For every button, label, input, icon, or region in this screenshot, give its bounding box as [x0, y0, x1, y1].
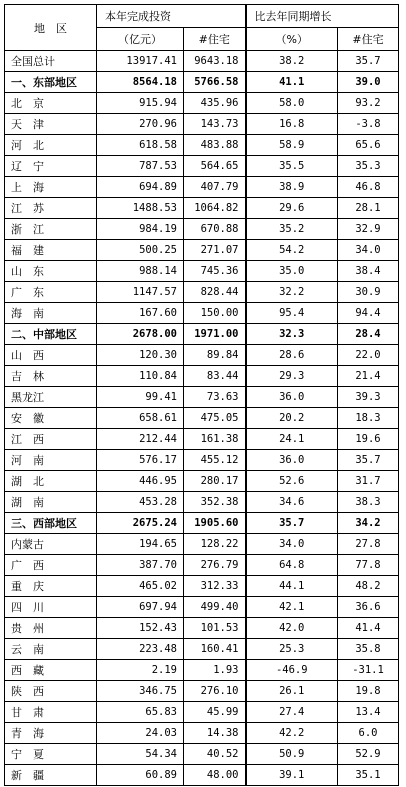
investment-total-cell: 120.30: [97, 345, 184, 366]
table-row: [5, 492, 399, 513]
growth-total-cell: 36.0: [246, 387, 338, 408]
investment-residential-cell: 276.79: [184, 555, 246, 576]
growth-total-cell: 38.9: [246, 177, 338, 198]
region-name-cell: 天 津: [5, 114, 97, 135]
growth-residential-cell: 22.0: [338, 345, 399, 366]
investment-residential-cell: 161.38: [184, 429, 246, 450]
growth-residential-cell: 65.6: [338, 135, 399, 156]
region-name-cell: 西 藏: [5, 660, 97, 681]
growth-residential-cell: 18.3: [338, 408, 399, 429]
table-row: [5, 366, 399, 387]
investment-total-cell: 99.41: [97, 387, 184, 408]
growth-residential-cell: 52.9: [338, 744, 399, 765]
investment-residential-cell: 475.05: [184, 408, 246, 429]
investment-total-cell: 500.25: [97, 240, 184, 261]
investment-total-cell: 346.75: [97, 681, 184, 702]
region-name-cell: 云 南: [5, 639, 97, 660]
investment-total-cell: 453.28: [97, 492, 184, 513]
growth-residential-cell: 34.0: [338, 240, 399, 261]
growth-residential-cell: 30.9: [338, 282, 399, 303]
growth-total-cell: 29.6: [246, 198, 338, 219]
growth-total-cell: 26.1: [246, 681, 338, 702]
residential-header: #住宅: [184, 28, 246, 51]
investment-total-cell: 576.17: [97, 450, 184, 471]
investment-residential-cell: 745.36: [184, 261, 246, 282]
table-row: [5, 324, 399, 345]
investment-residential-cell: 1905.60: [184, 513, 246, 534]
growth-total-cell: 29.3: [246, 366, 338, 387]
growth-total-cell: 35.2: [246, 219, 338, 240]
growth-total-cell: 95.4: [246, 303, 338, 324]
investment-residential-cell: 828.44: [184, 282, 246, 303]
table-row: [5, 723, 399, 744]
table-row: [5, 282, 399, 303]
table-row: [5, 429, 399, 450]
investment-total-cell: 194.65: [97, 534, 184, 555]
table-row: [5, 387, 399, 408]
investment-residential-cell: 89.84: [184, 345, 246, 366]
unit-yuan-header: （亿元）: [97, 28, 184, 51]
investment-total-cell: 54.34: [97, 744, 184, 765]
investment-total-cell: 24.03: [97, 723, 184, 744]
growth-total-cell: 34.6: [246, 492, 338, 513]
region-name-cell: 海 南: [5, 303, 97, 324]
investment-total-cell: 65.83: [97, 702, 184, 723]
growth-total-cell: 25.3: [246, 639, 338, 660]
table-row: [5, 72, 399, 93]
investment-residential-cell: 670.88: [184, 219, 246, 240]
table-row: [5, 765, 399, 786]
investment-residential-cell: 1971.00: [184, 324, 246, 345]
table-row: [5, 660, 399, 681]
region-name-cell: 陕 西: [5, 681, 97, 702]
investment-total-cell: 110.84: [97, 366, 184, 387]
investment-residential-cell: 143.73: [184, 114, 246, 135]
table-row: [5, 555, 399, 576]
region-name-cell: 上 海: [5, 177, 97, 198]
region-header: 地 区: [5, 5, 97, 51]
growth-residential-cell: 28.4: [338, 324, 399, 345]
investment-residential-cell: 160.41: [184, 639, 246, 660]
table-row: [5, 471, 399, 492]
growth-residential-cell: 94.4: [338, 303, 399, 324]
investment-total-cell: 787.53: [97, 156, 184, 177]
growth-total-cell: -46.9: [246, 660, 338, 681]
region-name-cell: 河 南: [5, 450, 97, 471]
region-name-cell: 辽 宁: [5, 156, 97, 177]
region-name-cell: 新 疆: [5, 765, 97, 786]
investment-total-cell: 984.19: [97, 219, 184, 240]
investment-residential-cell: 5766.58: [184, 72, 246, 93]
region-name-cell: 一、东部地区: [5, 72, 97, 93]
investment-total-cell: 2675.24: [97, 513, 184, 534]
growth-total-cell: 28.6: [246, 345, 338, 366]
growth-total-cell: 35.7: [246, 513, 338, 534]
table-row: [5, 114, 399, 135]
growth-total-cell: 44.1: [246, 576, 338, 597]
investment-residential-cell: 352.38: [184, 492, 246, 513]
table-row: [5, 681, 399, 702]
table-row: [5, 177, 399, 198]
growth-group-header: 比去年同期增长: [246, 5, 399, 28]
growth-residential-cell: -31.1: [338, 660, 399, 681]
investment-total-cell: 223.48: [97, 639, 184, 660]
table-row: [5, 744, 399, 765]
growth-residential-cell: 35.7: [338, 51, 399, 72]
region-name-cell: 广 西: [5, 555, 97, 576]
growth-residential-cell: 35.3: [338, 156, 399, 177]
investment-residential-cell: 312.33: [184, 576, 246, 597]
investment-total-cell: 167.60: [97, 303, 184, 324]
growth-total-cell: 39.1: [246, 765, 338, 786]
growth-total-cell: 50.9: [246, 744, 338, 765]
investment-total-cell: 152.43: [97, 618, 184, 639]
growth-residential-cell: 39.0: [338, 72, 399, 93]
table-row: [5, 93, 399, 114]
growth-residential-cell: 77.8: [338, 555, 399, 576]
table-row: [5, 345, 399, 366]
region-name-cell: 湖 南: [5, 492, 97, 513]
table-row: [5, 534, 399, 555]
investment-total-cell: 8564.18: [97, 72, 184, 93]
region-name-cell: 重 庆: [5, 576, 97, 597]
table-row: [5, 618, 399, 639]
growth-residential-cell: 19.6: [338, 429, 399, 450]
growth-total-cell: 35.5: [246, 156, 338, 177]
growth-residential-cell: 32.9: [338, 219, 399, 240]
region-name-cell: 甘 肃: [5, 702, 97, 723]
investment-table: [4, 4, 399, 786]
investment-residential-cell: 435.96: [184, 93, 246, 114]
investment-residential-cell: 271.07: [184, 240, 246, 261]
growth-residential-cell: -3.8: [338, 114, 399, 135]
investment-total-cell: 915.94: [97, 93, 184, 114]
region-name-cell: 三、西部地区: [5, 513, 97, 534]
region-name-cell: 全国总计: [5, 51, 97, 72]
table-row: [5, 597, 399, 618]
growth-total-cell: 32.2: [246, 282, 338, 303]
table-row: [5, 303, 399, 324]
growth-residential-cell: 38.4: [338, 261, 399, 282]
region-name-cell: 河 北: [5, 135, 97, 156]
investment-residential-cell: 9643.18: [184, 51, 246, 72]
region-name-cell: 江 西: [5, 429, 97, 450]
growth-total-cell: 52.6: [246, 471, 338, 492]
growth-total-cell: 36.0: [246, 450, 338, 471]
investment-total-cell: 988.14: [97, 261, 184, 282]
growth-residential-cell: 35.8: [338, 639, 399, 660]
growth-residential-cell: 13.4: [338, 702, 399, 723]
growth-total-cell: 20.2: [246, 408, 338, 429]
growth-residential-cell: 31.7: [338, 471, 399, 492]
growth-total-cell: 34.0: [246, 534, 338, 555]
region-name-cell: 浙 江: [5, 219, 97, 240]
growth-residential-cell: 19.8: [338, 681, 399, 702]
table-row: [5, 576, 399, 597]
growth-total-cell: 54.2: [246, 240, 338, 261]
region-name-cell: 山 西: [5, 345, 97, 366]
investment-total-cell: 270.96: [97, 114, 184, 135]
investment-residential-cell: 407.79: [184, 177, 246, 198]
growth-residential-cell: 39.3: [338, 387, 399, 408]
investment-total-cell: 212.44: [97, 429, 184, 450]
growth-residential-cell: 48.2: [338, 576, 399, 597]
region-name-cell: 二、中部地区: [5, 324, 97, 345]
region-name-cell: 黑龙江: [5, 387, 97, 408]
table-row: [5, 240, 399, 261]
table-row: [5, 450, 399, 471]
investment-residential-cell: 564.65: [184, 156, 246, 177]
region-name-cell: 贵 州: [5, 618, 97, 639]
investment-residential-cell: 48.00: [184, 765, 246, 786]
region-name-cell: 吉 林: [5, 366, 97, 387]
growth-residential-cell: 38.3: [338, 492, 399, 513]
investment-group-header: 本年完成投资: [97, 5, 246, 28]
growth-residential-cell: 34.2: [338, 513, 399, 534]
table-row: [5, 408, 399, 429]
investment-total-cell: 60.89: [97, 765, 184, 786]
investment-total-cell: 2678.00: [97, 324, 184, 345]
table-row: [5, 51, 399, 72]
investment-total-cell: 446.95: [97, 471, 184, 492]
region-name-cell: 福 建: [5, 240, 97, 261]
investment-residential-cell: 150.00: [184, 303, 246, 324]
growth-residential-cell: 46.8: [338, 177, 399, 198]
region-name-cell: 广 东: [5, 282, 97, 303]
investment-total-cell: 13917.41: [97, 51, 184, 72]
growth-residential-cell: 27.8: [338, 534, 399, 555]
investment-residential-cell: 1.93: [184, 660, 246, 681]
growth-total-cell: 64.8: [246, 555, 338, 576]
investment-total-cell: 387.70: [97, 555, 184, 576]
residential-growth-header: #住宅: [338, 28, 399, 51]
growth-total-cell: 58.9: [246, 135, 338, 156]
table-row: [5, 513, 399, 534]
investment-residential-cell: 499.40: [184, 597, 246, 618]
investment-residential-cell: 40.52: [184, 744, 246, 765]
investment-residential-cell: 73.63: [184, 387, 246, 408]
region-name-cell: 四 川: [5, 597, 97, 618]
investment-residential-cell: 276.10: [184, 681, 246, 702]
investment-residential-cell: 45.99: [184, 702, 246, 723]
investment-residential-cell: 128.22: [184, 534, 246, 555]
investment-total-cell: 2.19: [97, 660, 184, 681]
table-row: [5, 219, 399, 240]
region-name-cell: 安 徽: [5, 408, 97, 429]
investment-residential-cell: 1064.82: [184, 198, 246, 219]
region-name-cell: 宁 夏: [5, 744, 97, 765]
growth-total-cell: 27.4: [246, 702, 338, 723]
region-name-cell: 江 苏: [5, 198, 97, 219]
growth-total-cell: 42.0: [246, 618, 338, 639]
investment-total-cell: 1147.57: [97, 282, 184, 303]
header-row-1: [5, 5, 399, 28]
region-name-cell: 湖 北: [5, 471, 97, 492]
region-name-cell: 北 京: [5, 93, 97, 114]
investment-total-cell: 697.94: [97, 597, 184, 618]
growth-residential-cell: 93.2: [338, 93, 399, 114]
growth-residential-cell: 36.6: [338, 597, 399, 618]
region-name-cell: 青 海: [5, 723, 97, 744]
investment-total-cell: 658.61: [97, 408, 184, 429]
investment-residential-cell: 455.12: [184, 450, 246, 471]
investment-total-cell: 465.02: [97, 576, 184, 597]
investment-total-cell: 1488.53: [97, 198, 184, 219]
growth-total-cell: 58.0: [246, 93, 338, 114]
growth-residential-cell: 21.4: [338, 366, 399, 387]
region-name-cell: 山 东: [5, 261, 97, 282]
investment-total-cell: 618.58: [97, 135, 184, 156]
growth-total-cell: 42.2: [246, 723, 338, 744]
growth-residential-cell: 41.4: [338, 618, 399, 639]
growth-residential-cell: 28.1: [338, 198, 399, 219]
growth-total-cell: 35.0: [246, 261, 338, 282]
table-body: [5, 51, 399, 786]
growth-total-cell: 16.8: [246, 114, 338, 135]
growth-residential-cell: 35.1: [338, 765, 399, 786]
growth-total-cell: 42.1: [246, 597, 338, 618]
table-row: [5, 135, 399, 156]
investment-residential-cell: 83.44: [184, 366, 246, 387]
growth-total-cell: 32.3: [246, 324, 338, 345]
investment-residential-cell: 14.38: [184, 723, 246, 744]
growth-residential-cell: 6.0: [338, 723, 399, 744]
growth-total-cell: 24.1: [246, 429, 338, 450]
table-row: [5, 261, 399, 282]
growth-residential-cell: 35.7: [338, 450, 399, 471]
table-row: [5, 198, 399, 219]
investment-residential-cell: 280.17: [184, 471, 246, 492]
table-row: [5, 639, 399, 660]
region-name-cell: 内蒙古: [5, 534, 97, 555]
investment-total-cell: 694.89: [97, 177, 184, 198]
table-row: [5, 702, 399, 723]
growth-total-cell: 41.1: [246, 72, 338, 93]
growth-total-cell: 38.2: [246, 51, 338, 72]
investment-residential-cell: 483.88: [184, 135, 246, 156]
unit-percent-header: （%）: [246, 28, 338, 51]
table-row: [5, 156, 399, 177]
investment-residential-cell: 101.53: [184, 618, 246, 639]
